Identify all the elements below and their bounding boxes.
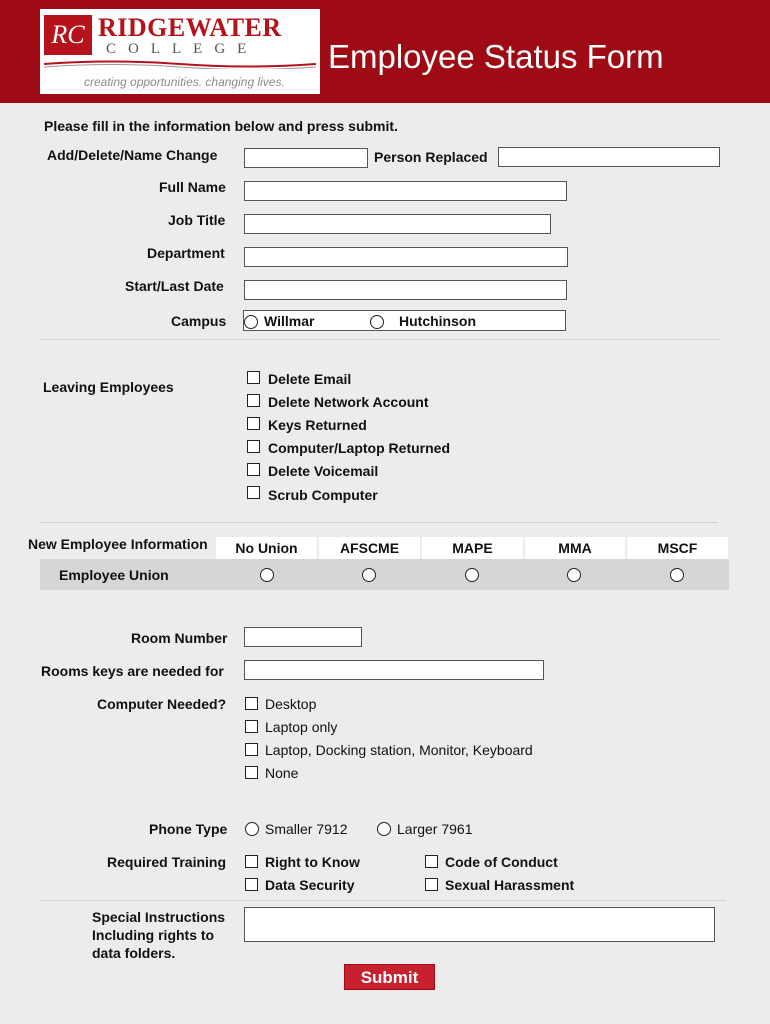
logo-tagline: creating opportunities. changing lives. <box>84 75 285 89</box>
union-mma-radio[interactable] <box>567 568 581 582</box>
intro-text: Please fill in the information below and press submit. <box>44 118 398 134</box>
training-right-to-know-label: Right to Know <box>265 854 360 870</box>
computer-needed-label: Computer Needed? <box>97 696 227 712</box>
submit-button[interactable]: Submit <box>344 964 435 990</box>
delete-network-account-label: Delete Network Account <box>268 394 429 410</box>
special-instructions-label-1: Special Instructions <box>92 909 226 925</box>
union-no-union-radio[interactable] <box>260 568 274 582</box>
delete-voicemail-label: Delete Voicemail <box>268 463 379 479</box>
phone-smaller-radio[interactable] <box>245 822 259 836</box>
new-employee-info-label: New Employee Information <box>28 536 208 552</box>
phone-smaller-label: Smaller 7912 <box>265 821 348 837</box>
keys-returned-label: Keys Returned <box>268 417 367 433</box>
computer-laptop-checkbox[interactable] <box>245 720 258 733</box>
training-code-of-conduct-checkbox[interactable] <box>425 855 438 868</box>
computer-laptop-dock-label: Laptop, Docking station, Monitor, Keyboard <box>265 742 533 758</box>
union-col-mape: MAPE <box>422 537 523 559</box>
training-sexual-harassment-checkbox[interactable] <box>425 878 438 891</box>
special-instructions-label-3: data folders. <box>92 945 176 961</box>
computer-desktop-label: Desktop <box>265 696 317 712</box>
leaving-employees-label: Leaving Employees <box>43 379 174 395</box>
person-replaced-label: Person Replaced <box>374 149 488 165</box>
room-number-field[interactable] <box>244 627 362 647</box>
union-mscf-radio[interactable] <box>670 568 684 582</box>
union-col-no-union: No Union <box>216 537 317 559</box>
divider <box>40 522 718 523</box>
person-replaced-field[interactable] <box>498 147 720 167</box>
form-title: Employee Status Form <box>328 38 664 75</box>
campus-hutchinson-radio[interactable] <box>370 315 384 329</box>
special-instructions-label-2: Including rights to <box>92 927 215 943</box>
employee-union-label: Employee Union <box>59 567 169 583</box>
logo-wave-icon <box>44 59 316 69</box>
computer-none-checkbox[interactable] <box>245 766 258 779</box>
campus-willmar-radio[interactable] <box>244 315 258 329</box>
delete-email-label: Delete Email <box>268 371 352 387</box>
divider <box>40 900 726 901</box>
union-mape-radio[interactable] <box>465 568 479 582</box>
delete-voicemail-checkbox[interactable] <box>247 463 260 476</box>
computer-laptop-label: Laptop only <box>265 719 338 735</box>
logo-name: RIDGEWATER <box>98 13 282 42</box>
divider <box>40 339 720 340</box>
training-code-of-conduct-label: Code of Conduct <box>445 854 558 870</box>
computer-none-label: None <box>265 765 299 781</box>
full-name-label: Full Name <box>159 179 226 195</box>
phone-type-label: Phone Type <box>149 821 228 837</box>
training-sexual-harassment-label: Sexual Harassment <box>445 877 575 893</box>
logo-college: COLLEGE <box>106 41 259 57</box>
computer-returned-label: Computer/Laptop Returned <box>268 440 450 456</box>
full-name-field[interactable] <box>244 181 567 201</box>
add-delete-field[interactable] <box>244 148 368 168</box>
add-delete-label: Add/Delete/Name Change <box>47 147 218 163</box>
department-field[interactable] <box>244 247 568 267</box>
campus-hutchinson-label: Hutchinson <box>399 313 476 329</box>
job-title-label: Job Title <box>168 212 226 228</box>
special-instructions-textarea[interactable] <box>244 907 715 942</box>
training-right-to-know-checkbox[interactable] <box>245 855 258 868</box>
phone-larger-radio[interactable] <box>377 822 391 836</box>
union-col-mscf: MSCF <box>627 537 728 559</box>
start-last-date-label: Start/Last Date <box>125 278 224 294</box>
department-label: Department <box>147 245 225 261</box>
union-col-mma: MMA <box>525 537 625 559</box>
campus-label: Campus <box>171 313 227 329</box>
delete-email-checkbox[interactable] <box>247 371 260 384</box>
job-title-field[interactable] <box>244 214 551 234</box>
training-data-security-checkbox[interactable] <box>245 878 258 891</box>
keys-returned-checkbox[interactable] <box>247 417 260 430</box>
scrub-computer-label: Scrub Computer <box>268 487 378 503</box>
required-training-label: Required Training <box>107 854 227 870</box>
campus-willmar-label: Willmar <box>264 313 315 329</box>
room-number-label: Room Number <box>131 630 228 646</box>
computer-desktop-checkbox[interactable] <box>245 697 258 710</box>
union-col-afscme: AFSCME <box>319 537 420 559</box>
scrub-computer-checkbox[interactable] <box>247 486 260 499</box>
logo-initials: RC <box>44 15 92 55</box>
college-logo <box>40 9 320 94</box>
union-afscme-radio[interactable] <box>362 568 376 582</box>
room-keys-field[interactable] <box>244 660 544 680</box>
start-last-date-field[interactable] <box>244 280 567 300</box>
delete-network-account-checkbox[interactable] <box>247 394 260 407</box>
computer-laptop-dock-checkbox[interactable] <box>245 743 258 756</box>
header-banner <box>0 0 770 103</box>
phone-larger-label: Larger 7961 <box>397 821 473 837</box>
training-data-security-label: Data Security <box>265 877 355 893</box>
room-keys-label: Rooms keys are needed for <box>41 663 224 679</box>
computer-returned-checkbox[interactable] <box>247 440 260 453</box>
